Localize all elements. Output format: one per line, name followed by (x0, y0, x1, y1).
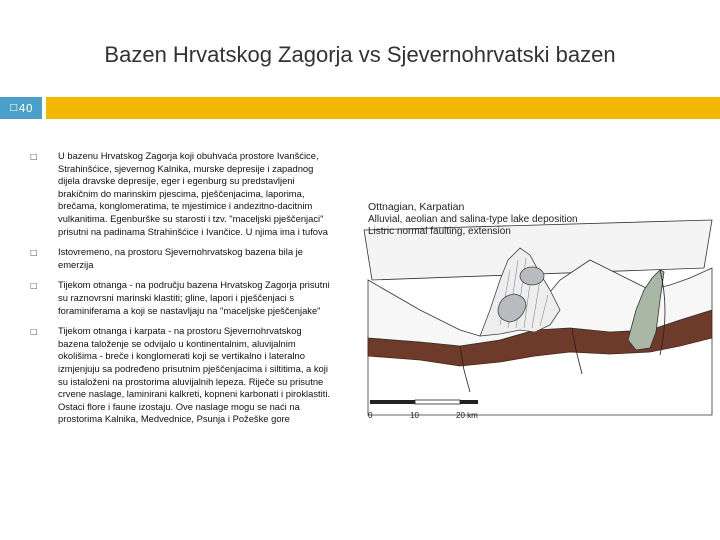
bullet-text: Tijekom otnanga - na području bazena Hrvatskog Zagorja prisutni su raznovrsni marinski klastiti; gline, lapori i pješčenjaci s foraminiferama a koji se nastavljaju na "maceljske pješčenjake" (58, 279, 330, 316)
scale-tick-10: 10 (410, 411, 419, 420)
bullet-text: Istovremeno, na prostoru Sjevernohrvatskog bazena bila je emerzija (58, 246, 303, 270)
bullet-square-icon: □ (30, 281, 38, 291)
bullet-item (30, 325, 330, 426)
scale-tick-0: 0 (368, 411, 373, 420)
header-accent-bar (46, 97, 720, 119)
bullet-square-icon: □ (30, 248, 38, 258)
scale-bar (370, 400, 478, 404)
diagram-caption-faulting: Listric normal faulting, extension (368, 226, 511, 237)
square-icon: □ (9, 103, 18, 113)
bullet-item (30, 246, 330, 271)
scale-tick-20km: 20 km (456, 411, 478, 420)
bullet-item (30, 150, 330, 238)
bullet-text: Tijekom otnanga i karpata - na prostoru Sjevernohrvatskog bazena taloženje se odvijalo u kontinentalnim, aluvijalnim okolišima - breče i konglomerati koji se vertikalno i lateralno izmjenjuju sa podređeno prisutnim pješčenjacima i siltitima, a koji su istaloženi na prostorima aluvijalnih lepeza. Riječe su prisutne crvene naslage, laminirani kalkreti, kopneni karbonati i piroklastiti. Ostaci flore i faune izostaju. Ove naslage mogu se naći na prostorima Kalnika, Medvednice, Psunja i Požeške gore (58, 325, 331, 425)
diagram-caption-deposition: Alluvial, aeolian and salina-type lake deposition (368, 214, 578, 225)
diagram-caption-age: Ottnagian, Karpatian (368, 201, 465, 213)
bullet-square-icon: □ (30, 327, 38, 337)
bullet-list (30, 150, 330, 434)
slide-title: Bazen Hrvatskog Zagorja vs Sjevernohrvatski bazen (104, 42, 616, 67)
bullet-item (30, 279, 330, 317)
bullet-text: U bazenu Hrvatskog Zagorja koji obuhvaća prostore Ivanšćice, Strahinšćice, sjevernog Kalnika, murske depresije i zapadnog dijela dravske depresije, eger i egenburg su predstavljeni brakičnim do marinskim pjescima, pješčenjacima, laporima, brečama, konglomeratima, te mjestimice i andezitno-dacitnim vulkanitima. Egenburške su starosti i tzv. "maceljski pješčenjaci" prisutni na padinama Strahinšćice i Ivančice. U njima ima i tufova (58, 150, 328, 237)
bullet-square-icon: □ (30, 152, 38, 161)
slide-number-badge (0, 97, 42, 119)
lake-upper (520, 267, 544, 285)
slide-number: 40 (18, 101, 33, 115)
